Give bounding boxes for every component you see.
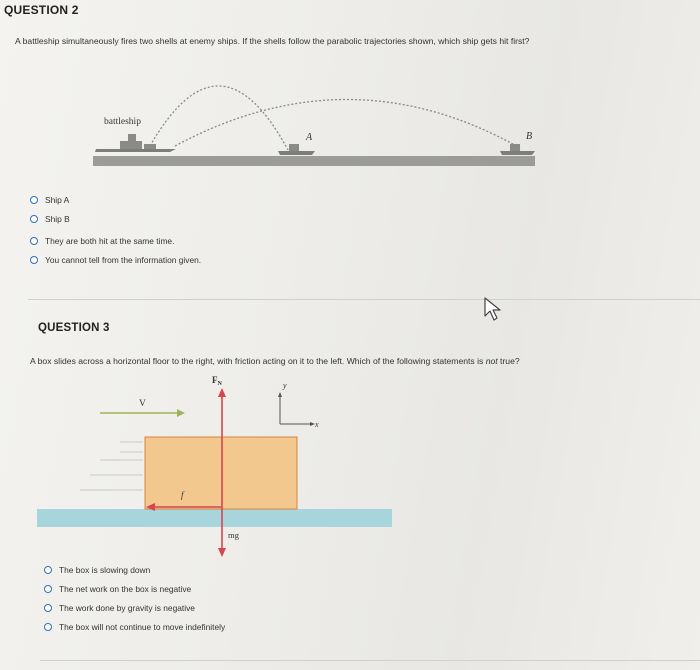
radio-button[interactable] bbox=[44, 623, 52, 631]
question-3-title: QUESTION 3 bbox=[38, 322, 110, 334]
radio-button[interactable] bbox=[30, 256, 38, 264]
sliding-box bbox=[145, 437, 297, 509]
radio-button[interactable] bbox=[44, 566, 52, 574]
friction-label: f bbox=[181, 490, 184, 500]
y-axis-label: y bbox=[283, 381, 287, 390]
question-2-title: QUESTION 2 bbox=[4, 3, 79, 17]
radio-button[interactable] bbox=[30, 215, 38, 223]
q2-option-same-time[interactable]: They are both hit at the same time. bbox=[30, 236, 174, 246]
question-3-text: A box slides across a horizontal floor to the right, with friction acting on it to the left. Which of the following statements is not true? bbox=[30, 356, 520, 366]
question-2-text: A battleship simultaneously fires two shells at enemy ships. If the shells follow the parabolic trajectories shown, which ship gets hit first? bbox=[15, 36, 530, 46]
ship-a-label: A bbox=[306, 132, 313, 143]
q3-option-slowing-down[interactable]: The box is slowing down bbox=[44, 565, 150, 575]
battleship-figure bbox=[90, 60, 550, 195]
battleship-icon bbox=[95, 134, 176, 152]
radio-button[interactable] bbox=[44, 604, 52, 612]
normal-force-label: $F_N$ bbox=[212, 375, 222, 387]
gravity-label: mg bbox=[228, 530, 239, 540]
radio-button[interactable] bbox=[30, 237, 38, 245]
bottom-divider bbox=[40, 660, 700, 661]
radio-button[interactable] bbox=[30, 196, 38, 204]
q2-option-ship-a[interactable]: Ship A bbox=[30, 195, 69, 205]
ship-a-icon bbox=[278, 144, 315, 155]
q3-option-gravity-work-negative[interactable]: The work done by gravity is negative bbox=[44, 603, 195, 613]
q3-option-not-move-indefinitely[interactable]: The box will not continue to move indefinitely bbox=[44, 622, 225, 632]
box-figure bbox=[35, 372, 405, 560]
q3-option-net-work-negative[interactable]: The net work on the box is negative bbox=[44, 584, 191, 594]
question-divider bbox=[28, 299, 700, 300]
battleship-label: battleship bbox=[104, 117, 141, 127]
q2-option-ship-b[interactable]: Ship B bbox=[30, 214, 70, 224]
x-axis-label: x bbox=[315, 420, 319, 429]
trajectory-a bbox=[150, 86, 288, 150]
ship-b-label: B bbox=[526, 131, 533, 142]
trajectory-b bbox=[175, 99, 520, 148]
mouse-pointer-icon bbox=[482, 296, 504, 324]
water-surface bbox=[93, 156, 535, 166]
ship-b-icon bbox=[500, 144, 535, 155]
velocity-label: V bbox=[139, 399, 146, 409]
radio-button[interactable] bbox=[44, 585, 52, 593]
q2-option-cannot-tell[interactable]: You cannot tell from the information given. bbox=[30, 255, 201, 265]
floor bbox=[37, 509, 392, 527]
motion-lines bbox=[80, 442, 143, 490]
